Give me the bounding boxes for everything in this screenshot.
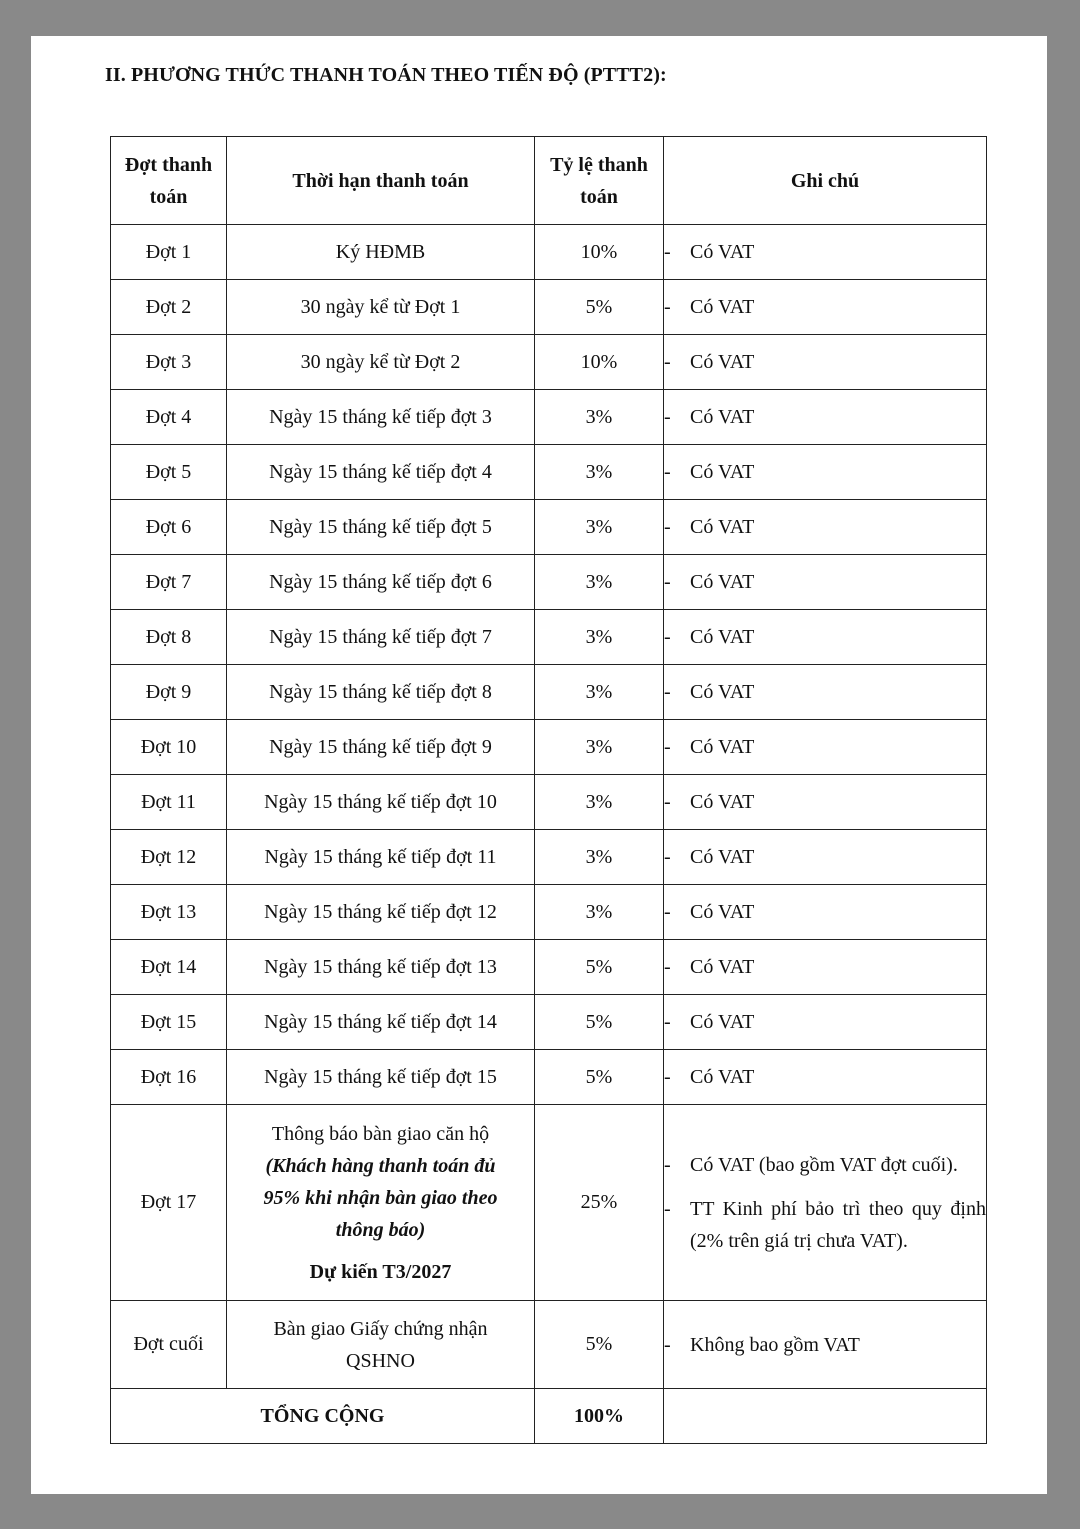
note-list-item [664, 621, 986, 653]
bullet-dash: - [664, 901, 671, 923]
bullet-dash: - [664, 626, 671, 648]
bullet-dash: - [664, 516, 671, 538]
note-cell [664, 775, 987, 830]
table-row [111, 995, 987, 1050]
rate-cell: 3% [535, 500, 664, 555]
table-header-row [111, 137, 987, 225]
deadline-cell: Ngày 15 tháng kế tiếp đợt 3 [227, 390, 535, 445]
bullet-dash: - [664, 736, 671, 758]
rate-cell: 10% [535, 225, 664, 280]
deadline-cell [227, 1105, 535, 1301]
deadline-cell: Ngày 15 tháng kế tiếp đợt 9 [227, 720, 535, 775]
rate-cell: 5% [535, 995, 664, 1050]
document-page [31, 36, 1047, 1494]
deadline-cell: Ngày 15 tháng kế tiếp đợt 12 [227, 885, 535, 940]
deadline-cell: Ngày 15 tháng kế tiếp đợt 13 [227, 940, 535, 995]
note-cell [664, 335, 987, 390]
table-row [111, 500, 987, 555]
table-row [111, 1301, 987, 1389]
table-row [111, 1050, 987, 1105]
note-text: Có VAT [690, 571, 755, 593]
deadline-cell: Ngày 15 tháng kế tiếp đợt 4 [227, 445, 535, 500]
note-cell [664, 940, 987, 995]
note-list-item [664, 786, 986, 818]
note-cell [664, 225, 987, 280]
rate-cell: 3% [535, 555, 664, 610]
rate-cell: 3% [535, 445, 664, 500]
total-row [111, 1389, 987, 1444]
table-row [111, 830, 987, 885]
note-text: Không bao gồm VAT [690, 1333, 860, 1356]
table-row [111, 280, 987, 335]
note-cell [664, 555, 987, 610]
installment-cell: Đợt 5 [111, 445, 227, 500]
bullet-dash: - [664, 351, 671, 373]
header-note: Ghi chú [664, 137, 987, 225]
installment-cell: Đợt 9 [111, 665, 227, 720]
total-label: TỔNG CỘNG [111, 1389, 535, 1444]
rate-cell: 3% [535, 885, 664, 940]
table-row [111, 610, 987, 665]
bullet-dash: - [664, 1153, 671, 1176]
note-list-item [664, 236, 986, 268]
bullet-dash: - [664, 1333, 671, 1356]
note-cell [664, 1301, 987, 1389]
deadline-condition-line: (Khách hàng thanh toán đủ [265, 1154, 496, 1177]
note-cell [664, 610, 987, 665]
note-text: Có VAT [690, 241, 755, 263]
bullet-dash: - [664, 956, 671, 978]
table-body [111, 225, 987, 1444]
table-row [111, 225, 987, 280]
note-cell [664, 1050, 987, 1105]
table-row [111, 1105, 987, 1301]
installment-cell: Đợt 14 [111, 940, 227, 995]
installment-cell: Đợt 7 [111, 555, 227, 610]
payment-schedule-table [110, 136, 987, 1444]
installment-cell: Đợt 4 [111, 390, 227, 445]
note-list-item [664, 346, 986, 378]
note-cell [664, 720, 987, 775]
rate-cell: 3% [535, 720, 664, 775]
rate-cell: 3% [535, 610, 664, 665]
deadline-cell: Ký HĐMB [227, 225, 535, 280]
section-heading: II. PHƯƠNG THỨC THANH TOÁN THEO TIẾN ĐỘ (PTTT2): [105, 64, 667, 86]
total-rate: 100% [535, 1389, 664, 1444]
installment-cell: Đợt 17 [111, 1105, 227, 1301]
note-text: Có VAT [690, 626, 755, 648]
note-text: Có VAT [690, 1011, 755, 1033]
note-cell [664, 280, 987, 335]
note-list-item [664, 1006, 986, 1038]
header-installment: Đợt thanh toán [111, 137, 227, 225]
note-list-item [664, 841, 986, 873]
note-text: Có VAT [690, 296, 755, 318]
rate-cell: 5% [535, 940, 664, 995]
installment-cell: Đợt 8 [111, 610, 227, 665]
installment-cell: Đợt 10 [111, 720, 227, 775]
deadline-condition-line: 95% khi nhận bàn giao theo [263, 1186, 498, 1209]
note-cell [664, 665, 987, 720]
installment-cell: Đợt 2 [111, 280, 227, 335]
installment-cell: Đợt 3 [111, 335, 227, 390]
note-cell [664, 500, 987, 555]
rate-cell: 5% [535, 1301, 664, 1389]
bullet-dash: - [664, 1011, 671, 1033]
table-row [111, 940, 987, 995]
note-list-item [664, 401, 986, 433]
note-text: Có VAT [690, 846, 755, 868]
note-text: Có VAT [690, 956, 755, 978]
bullet-dash: - [664, 681, 671, 703]
table-row [111, 335, 987, 390]
table-row [111, 665, 987, 720]
table-row [111, 555, 987, 610]
installment-cell: Đợt 6 [111, 500, 227, 555]
note-list-item [664, 511, 986, 543]
bullet-dash: - [664, 571, 671, 593]
table-row [111, 390, 987, 445]
note-list-item [664, 291, 986, 323]
bullet-dash: - [664, 1197, 671, 1220]
bullet-dash: - [664, 1066, 671, 1088]
note-text: Có VAT [690, 1066, 755, 1088]
note-list-item [664, 1193, 986, 1257]
note-cell [664, 995, 987, 1050]
note-text: Có VAT [690, 351, 755, 373]
total-note-cell [664, 1389, 987, 1444]
note-list-item [664, 566, 986, 598]
expected-date: Dự kiến T3/2027 [309, 1260, 452, 1283]
deadline-cell: Ngày 15 tháng kế tiếp đợt 11 [227, 830, 535, 885]
note-text: Có VAT [690, 516, 755, 538]
deadline-cell: Ngày 15 tháng kế tiếp đợt 7 [227, 610, 535, 665]
bullet-dash: - [664, 296, 671, 318]
bullet-dash: - [664, 791, 671, 813]
deadline-cell: 30 ngày kể từ Đợt 2 [227, 335, 535, 390]
note-text: Có VAT [690, 406, 755, 428]
installment-cell: Đợt 15 [111, 995, 227, 1050]
deadline-cell: Ngày 15 tháng kế tiếp đợt 8 [227, 665, 535, 720]
note-cell [664, 830, 987, 885]
note-list-item [664, 676, 986, 708]
table-row [111, 775, 987, 830]
note-text: Có VAT [690, 736, 755, 758]
deadline-cell: Ngày 15 tháng kế tiếp đợt 10 [227, 775, 535, 830]
deadline-cell: Ngày 15 tháng kế tiếp đợt 5 [227, 500, 535, 555]
note-cell [664, 445, 987, 500]
rate-cell: 5% [535, 1050, 664, 1105]
note-text: Có VAT [690, 901, 755, 923]
installment-cell: Đợt 1 [111, 225, 227, 280]
bullet-dash: - [664, 461, 671, 483]
rate-cell: 3% [535, 390, 664, 445]
table-row [111, 885, 987, 940]
note-list-item [664, 1061, 986, 1093]
bullet-dash: - [664, 241, 671, 263]
deadline-cell: Bàn giao Giấy chứng nhận QSHNO [227, 1301, 535, 1389]
installment-cell: Đợt cuối [111, 1301, 227, 1389]
deadline-condition-line: thông báo) [335, 1218, 426, 1241]
note-list-item [664, 731, 986, 763]
deadline-cell: Ngày 15 tháng kế tiếp đợt 14 [227, 995, 535, 1050]
note-list-item [664, 456, 986, 488]
table-row [111, 445, 987, 500]
note-text: Có VAT [690, 461, 755, 483]
rate-cell: 10% [535, 335, 664, 390]
deadline-cell: 30 ngày kể từ Đợt 1 [227, 280, 535, 335]
bullet-dash: - [664, 406, 671, 428]
installment-cell: Đợt 13 [111, 885, 227, 940]
bullet-dash: - [664, 846, 671, 868]
note-text: TT Kinh phí bảo trì theo quy định (2% trên giá trị chưa VAT). [690, 1197, 986, 1252]
note-cell [664, 1105, 987, 1301]
note-list-item [664, 951, 986, 983]
installment-cell: Đợt 12 [111, 830, 227, 885]
rate-cell: 3% [535, 665, 664, 720]
deadline-cell: Ngày 15 tháng kế tiếp đợt 6 [227, 555, 535, 610]
note-list-item [664, 896, 986, 928]
note-text: Có VAT [690, 681, 755, 703]
note-list-item [664, 1329, 986, 1361]
header-deadline: Thời hạn thanh toán [227, 137, 535, 225]
note-cell [664, 885, 987, 940]
deadline-text: Thông báo bàn giao căn hộ [271, 1122, 490, 1145]
header-rate: Tỷ lệ thanh toán [535, 137, 664, 225]
installment-cell: Đợt 11 [111, 775, 227, 830]
deadline-cell: Ngày 15 tháng kế tiếp đợt 15 [227, 1050, 535, 1105]
table-row [111, 720, 987, 775]
installment-cell: Đợt 16 [111, 1050, 227, 1105]
rate-cell: 3% [535, 775, 664, 830]
note-list-item [664, 1149, 986, 1181]
rate-cell: 5% [535, 280, 664, 335]
rate-cell: 3% [535, 830, 664, 885]
rate-cell: 25% [535, 1105, 664, 1301]
note-text: Có VAT (bao gồm VAT đợt cuối). [690, 1153, 958, 1176]
note-text: Có VAT [690, 791, 755, 813]
note-cell [664, 390, 987, 445]
